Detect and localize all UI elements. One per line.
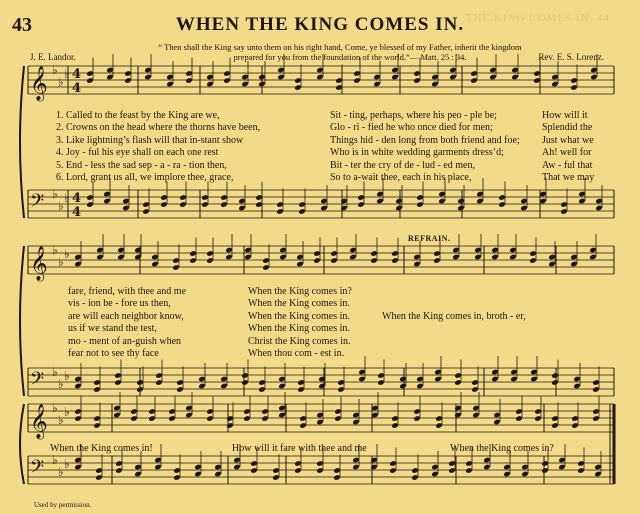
flat-sign: ♭ (58, 75, 64, 89)
verse-line-bottom-3 (68, 311, 628, 323)
verse-1-a: Called to the feast by the King are we, (66, 110, 220, 121)
permission-note: Used by permission. (34, 501, 92, 509)
epigraph-line-2: prepared for you from the foundation of the world.”— Matt. 25 : 34. (233, 52, 467, 62)
flat-sign: ♭ (58, 199, 64, 213)
verse-5-a: End - less the sad sep - a - ra - tion then, (66, 159, 227, 171)
verse-2-e: When the King comes in. (248, 298, 350, 310)
verse-1-num: 1. (56, 110, 64, 121)
author-credit: Rev. E. S. Lorenz. (538, 52, 604, 62)
verse-1-e: When the King comes in? (248, 286, 352, 297)
verse-6-e: When thou com - est in. (248, 347, 345, 359)
verse-line-top-5 (56, 160, 616, 172)
verse-line-bottom-4 (68, 323, 628, 335)
verse-1-b: Sit - ting, perhaps, where his peo - ple be; (330, 110, 497, 121)
bass-clef: 𝄢 (30, 191, 45, 216)
epigraph-line-1: “ Then shall the King say unto them on his right hand, Come, ye blessed of my Father, inherit the kingdom (158, 42, 522, 52)
flat-sign: ♭ (58, 377, 64, 391)
verse-5-e: Christ the King comes in. (248, 335, 351, 347)
verse-5-num: 5. (56, 159, 64, 171)
verse-3-a: Like lightning’s flash will that in-stant show (66, 134, 244, 146)
verse-line-bottom-1 (68, 286, 628, 298)
verse-line-bottom-5 (68, 336, 628, 348)
verse-4-b: Who is in white wedding garments dress’d; (330, 147, 504, 159)
verse-line-top-4 (56, 147, 616, 159)
verse-3-c: Just what we (542, 134, 594, 146)
hymn-title: WHEN THE KING COMES IN. (175, 14, 465, 35)
refrain-line: When the King comes in, broth - er, (382, 310, 526, 322)
verse-5-c: Aw - ful that (542, 159, 593, 171)
time-signature: 4 (72, 205, 82, 220)
flat-sign: ♭ (64, 191, 70, 205)
verse-line-top-6 (56, 172, 616, 184)
flat-sign: ♭ (64, 457, 70, 471)
treble-clef: 𝄞 (30, 246, 48, 281)
show-through-header: THE KING COMES IN. 44 (465, 12, 610, 24)
treble-clef: 𝄞 (30, 404, 48, 439)
verse-6-b: So to a-wait thee, each in his place, (330, 171, 472, 183)
flat-sign: ♭ (52, 365, 58, 379)
treble-clef: 𝄞 (30, 66, 48, 101)
flat-sign: ♭ (58, 413, 64, 427)
time-signature: 4 (72, 191, 82, 206)
bass-clef: 𝄢 (30, 457, 45, 482)
final-refrain-part-c: When the King comes in? (450, 443, 554, 454)
refrain-label: REFRAIN. (408, 234, 451, 243)
page-number: 43 (12, 14, 32, 36)
verse-line-bottom-6 (68, 348, 628, 360)
flat-sign: ♭ (64, 67, 70, 81)
final-refrain-part-b: How will it fare with thee and me (232, 443, 367, 454)
verse-line-top-3 (56, 135, 616, 147)
flat-sign: ♭ (64, 405, 70, 419)
verse-5-b: Bit - ter the cry of de - lud - ed men, (330, 159, 475, 171)
flat-sign: ♭ (52, 187, 58, 201)
flat-sign: ♭ (52, 401, 58, 415)
system-brace (20, 246, 24, 396)
verse-2-d: vis - ion be - fore us then, (68, 298, 171, 310)
verse-6-c: That we may (542, 171, 595, 183)
system-brace (20, 66, 24, 218)
verse-2-b: Glo - ri - fied he who once died for men; (330, 122, 493, 134)
verse-1-c: How will it (542, 110, 588, 121)
verses-part-1 (56, 110, 616, 184)
flat-sign: ♭ (52, 63, 58, 77)
verse-3-b: Things hid - den long from both friend and foe; (330, 134, 520, 146)
verse-2-a: Crowns on the head where the thorns have been, (66, 122, 261, 134)
verse-4-e: When the King comes in. (248, 323, 350, 335)
verse-4-d: us if we stand the test, (68, 323, 157, 335)
verse-3-d: are will each neighbor know, (68, 310, 184, 322)
flat-sign: ♭ (52, 453, 58, 467)
verse-1-d: fare, friend, with thee and me (68, 286, 187, 297)
composer-credit: J. E. Landor. (30, 52, 76, 62)
verse-6-d: fear not to see thy face (68, 347, 159, 359)
time-signature: 4 (72, 67, 82, 82)
verse-line-bottom-2 (68, 298, 628, 310)
bass-clef: 𝄢 (30, 369, 45, 394)
flat-sign: ♭ (64, 247, 70, 261)
final-refrain-part-a: When the King comes in! (50, 443, 153, 454)
verse-4-a: Joy - ful his eye shall on each one rest (66, 147, 219, 159)
verse-4-c: Ah! well for (542, 147, 592, 159)
time-signature: 4 (72, 81, 82, 96)
verse-line-top-2 (56, 122, 616, 134)
verse-6-a: Lord, grant us all, we implore thee, grace, (66, 171, 234, 183)
flat-sign: ♭ (58, 255, 64, 269)
system-brace (20, 404, 24, 484)
verse-6-num: 6. (56, 171, 64, 183)
flat-sign: ♭ (64, 369, 70, 383)
verse-2-c: Splendid the (542, 122, 593, 134)
verse-4-num: 4. (56, 147, 64, 159)
verse-5-d: mo - ment of an-guish when (68, 335, 182, 347)
verses-part-2 (68, 286, 628, 360)
flat-sign: ♭ (58, 465, 64, 479)
verse-3-e: When the King comes in. (248, 310, 350, 322)
verse-3-num: 3. (56, 134, 64, 146)
verse-2-num: 2. (56, 122, 64, 134)
verse-line-top-1 (56, 110, 616, 122)
flat-sign: ♭ (52, 243, 58, 257)
